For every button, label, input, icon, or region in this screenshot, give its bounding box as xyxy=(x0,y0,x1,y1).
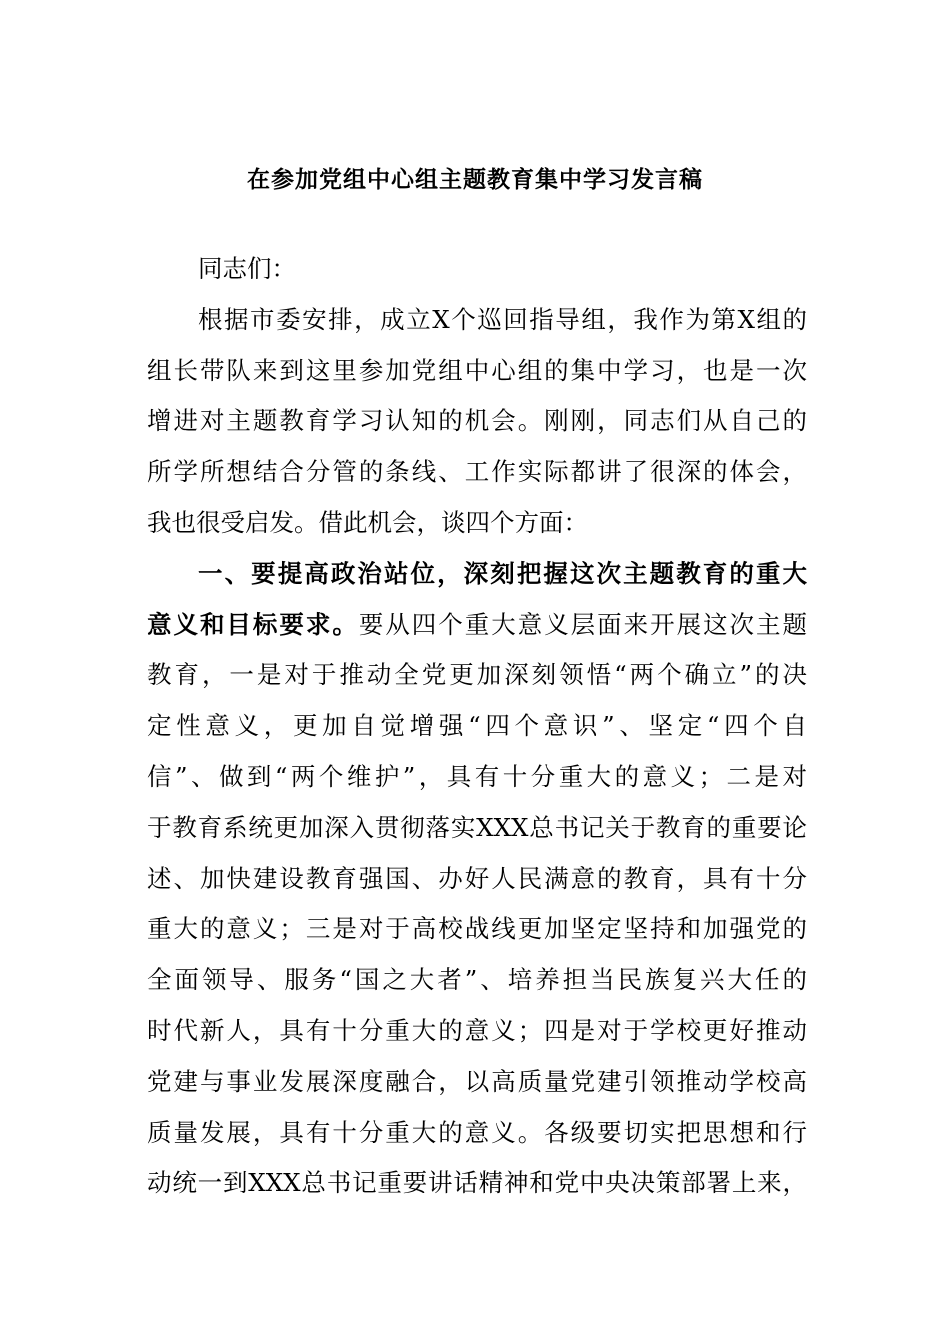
intro-line: 根据市委安排，成立X个巡回指导组，我作为第X组的 xyxy=(198,304,807,334)
section-1-line: 重大的意义；三是对于高校战线更加坚定坚持和加强党的 xyxy=(147,914,807,944)
section-1-line: 信”、做到“两个维护”，具有十分重大的意义；二是对 xyxy=(147,761,807,791)
section-1-line: 定性意义，更加自觉增强“四个意识”、坚定“四个自 xyxy=(147,711,807,741)
section-1-line: 质量发展，具有十分重大的意义。各级要切实把思想和行 xyxy=(147,1117,807,1147)
section-1-text: 要从四个重大意义层面来开展这次主题 xyxy=(358,609,807,639)
section-1-line: 述、加快建设教育强国、办好人民满意的教育，具有十分 xyxy=(147,863,807,893)
section-1-line: 全面领导、服务“国之大者”、培养担当民族复兴大任的 xyxy=(147,965,807,995)
intro-line: 增进对主题教育学习认知的机会。刚刚，同志们从自己的 xyxy=(147,406,807,436)
intro-line: 我也很受启发。借此机会，谈四个方面： xyxy=(147,507,588,537)
section-1-line: 党建与事业发展深度融合，以高质量党建引领推动学校高 xyxy=(147,1066,807,1096)
section-1-line xyxy=(147,600,807,651)
section-1-line: 于教育系统更加深入贯彻落实XXX总书记关于教育的重要论 xyxy=(147,812,807,842)
document-title: 在参加党组中心组主题教育集中学习发言稿 xyxy=(247,167,703,193)
section-1-line: 教育，一是对于推动全党更加深刻领悟“两个确立”的决 xyxy=(147,660,807,690)
intro-line: 组长带队来到这里参加党组中心组的集中学习，也是一次 xyxy=(147,355,807,385)
document-body xyxy=(147,244,807,1209)
salutation: 同志们： xyxy=(198,254,296,283)
section-1-line: 时代新人，具有十分重大的意义；四是对于学校更好推动 xyxy=(147,1015,807,1045)
section-1-line: 动统一到XXX总书记重要讲话精神和党中央决策部署上来， xyxy=(147,1168,807,1198)
section-1-heading-end: 意义和目标要求。 xyxy=(147,609,359,639)
section-1-heading: 一、要提高政治站位，深刻把握这次主题教育的重大 xyxy=(198,558,807,588)
intro-line: 所学所想结合分管的条线、工作实际都讲了很深的体会， xyxy=(147,457,807,487)
